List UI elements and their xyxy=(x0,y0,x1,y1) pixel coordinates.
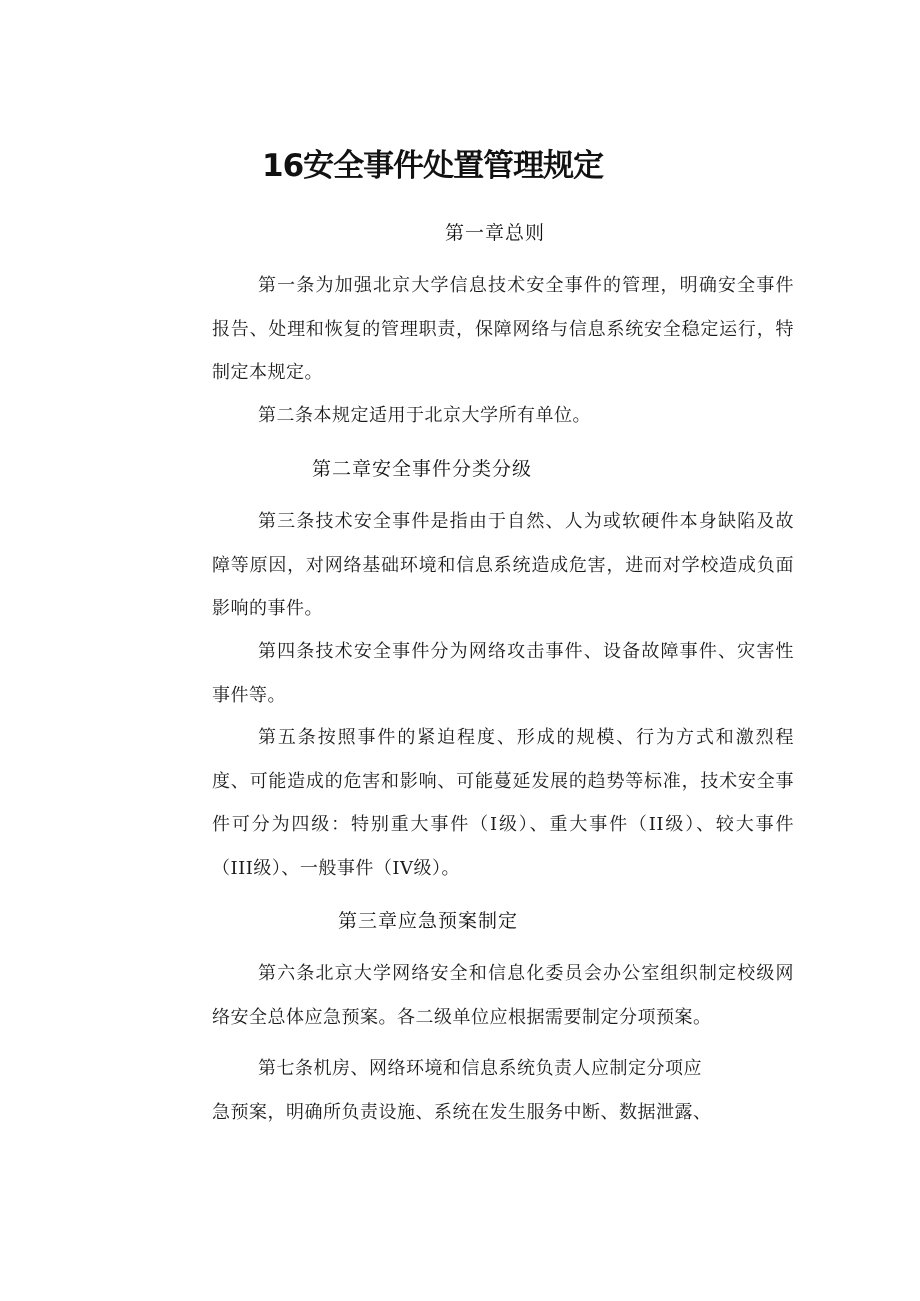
article-3: 第三条技术安全事件是指由于自然、人为或软硬件本身缺陷及故障等原因，对网络基础环境和信息系统造成危害，进而对学校造成负面影响的事件。 xyxy=(212,511,794,619)
chapter-2-heading: 第二章安全事件分类分级 xyxy=(312,458,533,480)
article-6: 第六条北京大学网络安全和信息化委员会办公室组织制定校级网络安全总体应急预案。各二级单位应根据需要制定分项预案。 xyxy=(212,963,794,1028)
article-5: 第五条按照事件的紧迫程度、形成的规模、行为方式和激烈程度、可能造成的危害和影响、可能蔓延发展的趋势等标准，技术安全事件可分为四级：特别重大事件（I级）、重大事件（II级）、较大事件（III级）、一般事件（IV级）。 xyxy=(212,727,794,879)
article-7-line-2: 急预案，明确所负责设施、系统在发生服务中断、数据泄露、 xyxy=(212,1102,712,1123)
article-4: 第四条技术安全事件分为网络攻击事件、设备故障事件、灾害性事件等。 xyxy=(212,641,794,706)
article-1: 第一条为加强北京大学信息技术安全事件的管理，明确安全事件报告、处理和恢复的管理职责，保障网络与信息系统安全稳定运行，特制定本规定。 xyxy=(212,275,794,383)
article-2: 第二条本规定适用于北京大学所有单位。 xyxy=(258,405,591,426)
chapter-1-heading: 第一章总则 xyxy=(445,222,546,244)
document-title: 16安全事件处置管理规定 xyxy=(262,148,604,184)
chapter-3-heading: 第三章应急预案制定 xyxy=(338,910,519,932)
article-7-line-1: 第七条机房、网络环境和信息系统负责人应制定分项应 xyxy=(258,1058,702,1079)
